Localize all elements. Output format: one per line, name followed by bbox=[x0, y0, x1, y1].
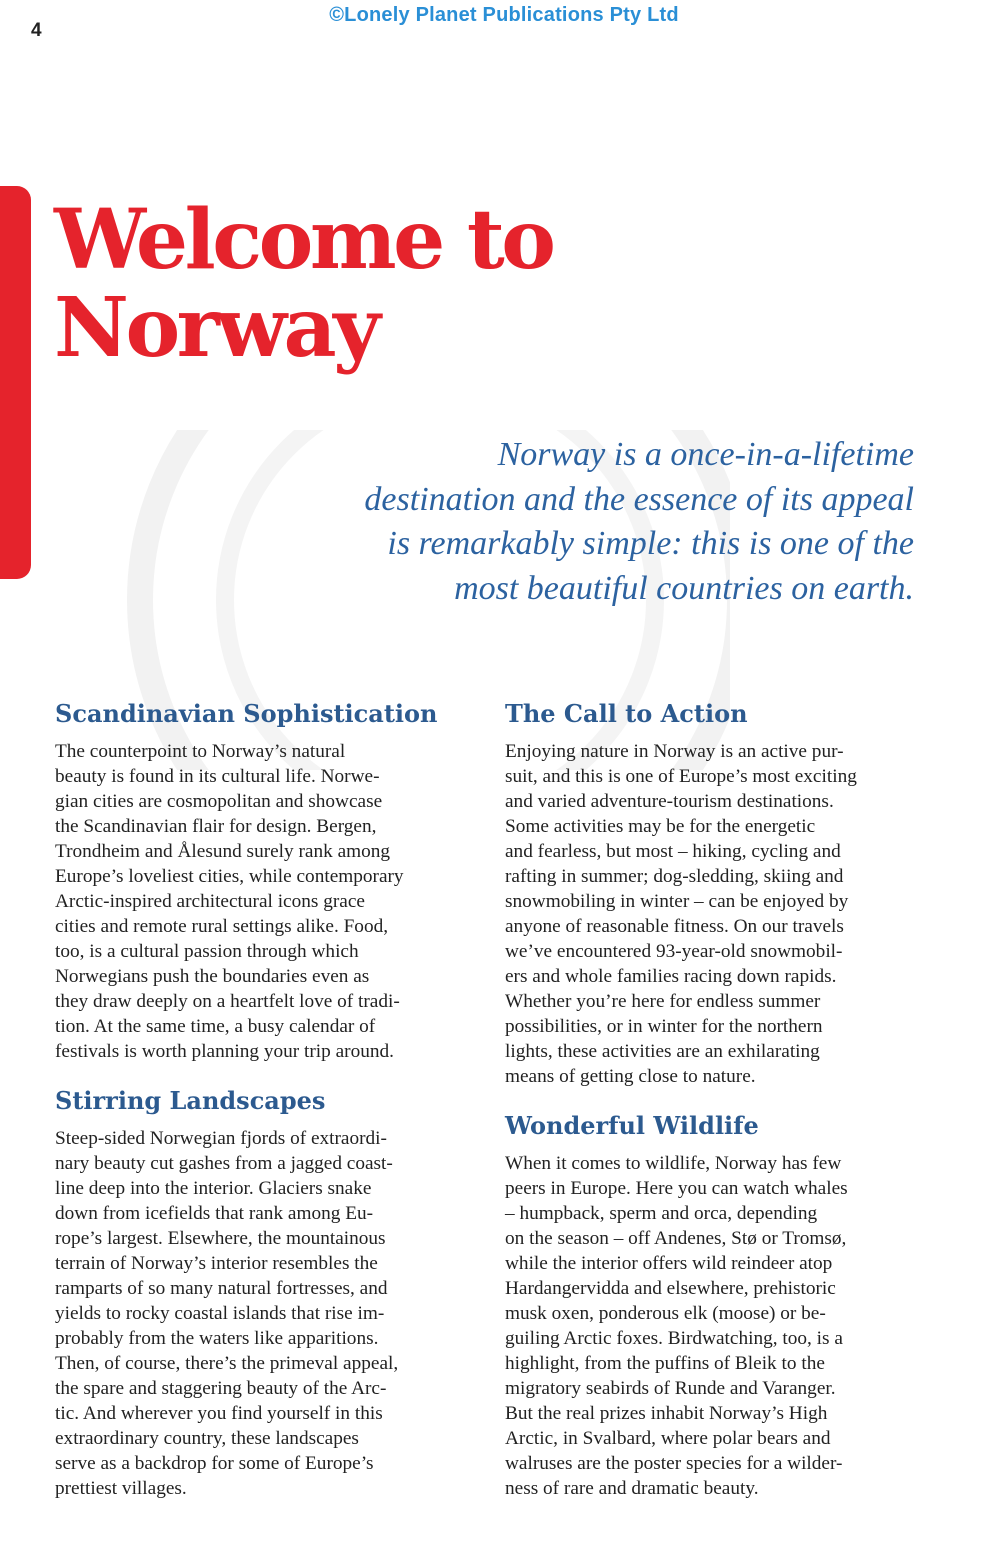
body-line: Steep-sided Norwegian fjords of extraordi- bbox=[55, 1128, 387, 1149]
body-line: anyone of reasonable fitness. On our travels bbox=[505, 916, 844, 937]
section-heading: The Call to Action bbox=[505, 699, 748, 728]
body-line: yields to rocky coastal islands that rise im- bbox=[55, 1303, 385, 1324]
page-title bbox=[54, 192, 553, 376]
body-line: Then, of course, there’s the primeval appeal, bbox=[55, 1353, 399, 1374]
body-line: lights, these activities are an exhilarating bbox=[505, 1041, 820, 1062]
body-line: extraordinary country, these landscapes bbox=[55, 1428, 359, 1449]
section-heading: Wonderful Wildlife bbox=[505, 1111, 759, 1140]
body-line: When it comes to wildlife, Norway has few bbox=[505, 1153, 842, 1174]
body-line: and fearless, but most – hiking, cycling and bbox=[505, 841, 841, 862]
body-line: on the season – off Andenes, Stø or Tromsø, bbox=[505, 1228, 847, 1249]
page-number: 4 bbox=[31, 20, 42, 41]
body-line: musk oxen, ponderous elk (moose) or be- bbox=[505, 1303, 826, 1324]
body-line: the Scandinavian flair for design. Bergen, bbox=[55, 816, 377, 837]
section-body bbox=[505, 1151, 925, 1501]
body-line: Norwegians push the boundaries even as bbox=[55, 966, 370, 987]
section-body bbox=[55, 1126, 475, 1501]
body-line: peers in Europe. Here you can watch whales bbox=[505, 1178, 848, 1199]
body-line: terrain of Norway’s interior resembles the bbox=[55, 1253, 378, 1274]
right-column bbox=[505, 697, 925, 1521]
intro-quote bbox=[240, 433, 914, 611]
body-line: walruses are the poster species for a wilder- bbox=[505, 1453, 843, 1474]
body-line: Some activities may be for the energetic bbox=[505, 816, 816, 837]
left-column bbox=[55, 697, 475, 1521]
body-line: nary beauty cut gashes from a jagged coast- bbox=[55, 1153, 393, 1174]
body-line: while the interior offers wild reindeer atop bbox=[505, 1253, 833, 1274]
intro-line: is remarkably simple: this is one of the bbox=[387, 525, 914, 562]
body-line: Arctic, in Svalbard, where polar bears and bbox=[505, 1428, 831, 1449]
body-line: Hardangervidda and elsewhere, prehistoric bbox=[505, 1278, 836, 1299]
body-line: rope’s largest. Elsewhere, the mountainous bbox=[55, 1228, 386, 1249]
body-line: down from icefields that rank among Eu- bbox=[55, 1203, 374, 1224]
body-line: gian cities are cosmopolitan and showcase bbox=[55, 791, 383, 812]
body-line: – humpback, sperm and orca, depending bbox=[505, 1203, 818, 1224]
body-line: rafting in summer; dog-sledding, skiing and bbox=[505, 866, 844, 887]
page-title-line: Norway bbox=[54, 280, 378, 376]
body-line: ers and whole families racing down rapids. bbox=[505, 966, 837, 987]
body-line: tic. And wherever you find yourself in this bbox=[55, 1403, 383, 1424]
section-stirring-landscapes bbox=[55, 1084, 475, 1501]
body-line: Trondheim and Ålesund surely rank among bbox=[55, 841, 391, 862]
chapter-marker-bar bbox=[0, 186, 31, 579]
body-line: highlight, from the puffins of Bleik to the bbox=[505, 1353, 825, 1374]
body-line: Whether you’re here for endless summer bbox=[505, 991, 821, 1012]
body-line: tion. At the same time, a busy calendar of bbox=[55, 1016, 376, 1037]
body-line: ness of rare and dramatic beauty. bbox=[505, 1478, 759, 1499]
body-line: too, is a cultural passion through which bbox=[55, 941, 359, 962]
body-line: festivals is worth planning your trip around. bbox=[55, 1041, 394, 1062]
body-line: means of getting close to nature. bbox=[505, 1066, 756, 1087]
section-call-to-action bbox=[505, 697, 925, 1089]
body-line: But the real prizes inhabit Norway’s High bbox=[505, 1403, 828, 1424]
page-title-line: Welcome to bbox=[54, 192, 553, 288]
body-line: guiling Arctic foxes. Birdwatching, too, is a bbox=[505, 1328, 843, 1349]
body-line: snowmobiling in winter – can be enjoyed by bbox=[505, 891, 849, 912]
section-body bbox=[505, 739, 925, 1089]
body-line: they draw deeply on a heartfelt love of tradi- bbox=[55, 991, 400, 1012]
body-line: Enjoying nature in Norway is an active pur- bbox=[505, 741, 844, 762]
body-line: possibilities, or in winter for the northern bbox=[505, 1016, 823, 1037]
body-line: The counterpoint to Norway’s natural bbox=[55, 741, 346, 762]
intro-line: most beautiful countries on earth. bbox=[454, 569, 914, 607]
body-line: Arctic-inspired architectural icons grace bbox=[55, 891, 365, 912]
body-line: serve as a backdrop for some of Europe’s bbox=[55, 1453, 374, 1474]
body-line: the spare and staggering beauty of the Arc- bbox=[55, 1378, 387, 1399]
intro-line: destination and the essence of its appeal bbox=[364, 480, 914, 518]
section-heading: Scandinavian Sophistication bbox=[55, 699, 438, 728]
body-line: suit, and this is one of Europe’s most exciting bbox=[505, 766, 857, 787]
section-body bbox=[55, 739, 475, 1064]
body-line: beauty is found in its cultural life. Norwe- bbox=[55, 766, 380, 787]
body-line: probably from the waters like apparitions. bbox=[55, 1328, 379, 1349]
body-line: we’ve encountered 93-year-old snowmobil- bbox=[505, 941, 843, 962]
body-line: and varied adventure-tourism destinations. bbox=[505, 791, 834, 812]
body-line: line deep into the interior. Glaciers snake bbox=[55, 1178, 372, 1199]
body-line: cities and remote rural settings alike. Food, bbox=[55, 916, 389, 937]
body-line: Europe’s loveliest cities, while contemporary bbox=[55, 866, 404, 887]
body-line: prettiest villages. bbox=[55, 1478, 187, 1499]
copyright-notice: ©Lonely Planet Publications Pty Ltd bbox=[329, 4, 679, 26]
body-line: ramparts of so many natural fortresses, and bbox=[55, 1278, 388, 1299]
section-wonderful-wildlife bbox=[505, 1109, 925, 1501]
intro-line: Norway is a once-in-a-lifetime bbox=[497, 436, 914, 473]
body-line: migratory seabirds of Runde and Varanger. bbox=[505, 1378, 836, 1399]
section-heading: Stirring Landscapes bbox=[55, 1086, 326, 1115]
section-scandinavian-sophistication bbox=[55, 697, 475, 1064]
